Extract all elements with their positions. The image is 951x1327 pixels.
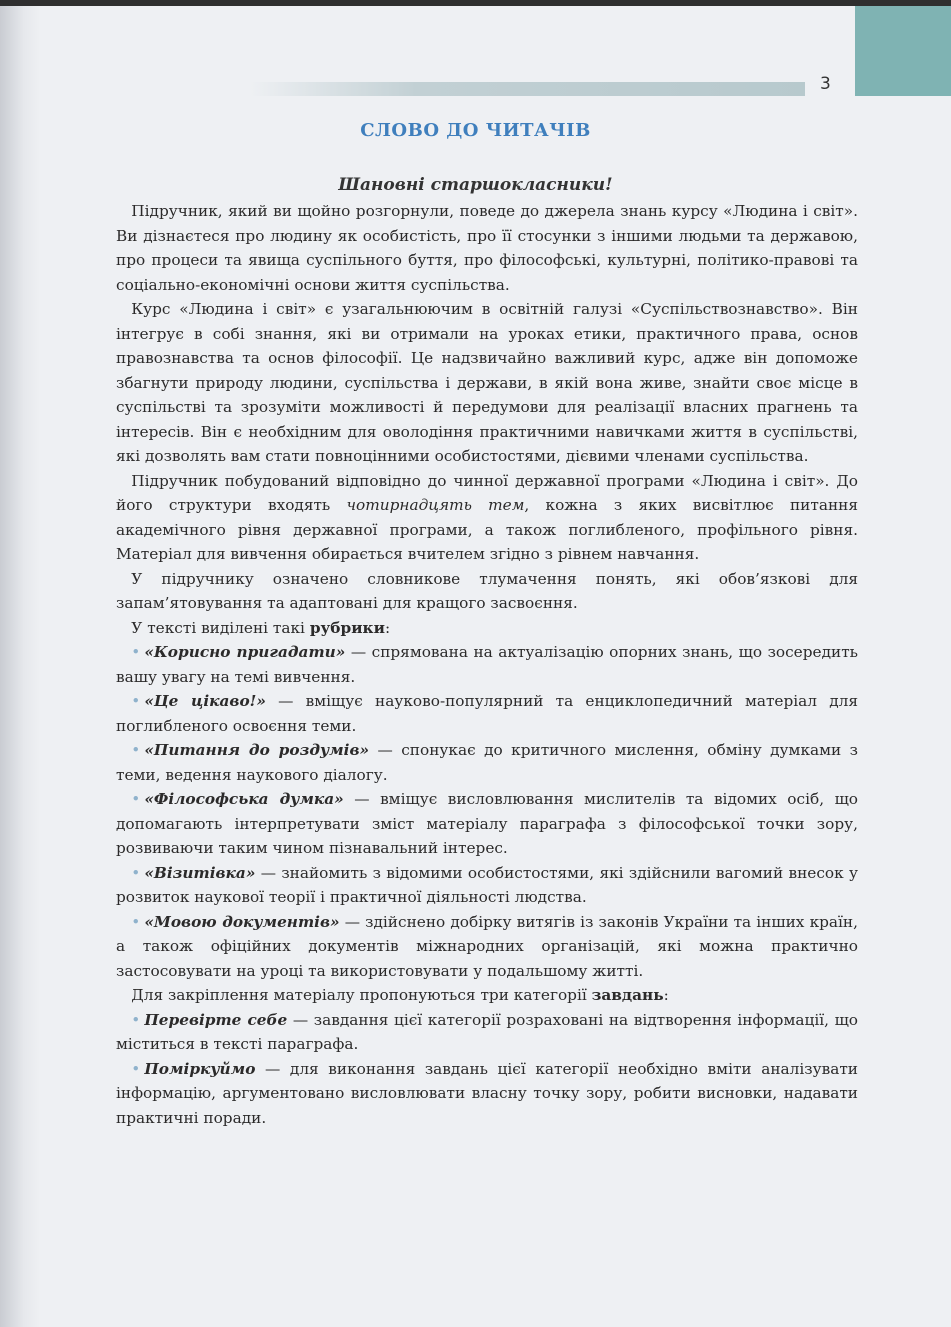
rubrics-intro: У тексті виділені такі рубрики:: [131, 618, 391, 637]
bullet-icon: •: [131, 643, 141, 661]
tasks-intro: Для закріплення матеріалу пропонуються три категорії завдань:: [131, 986, 669, 1004]
page-gutter-shadow: [0, 0, 40, 1327]
page-number: 3: [820, 74, 831, 94]
paragraph-1: Підручник, який ви щойно розгорнули, поведе до джерела знань курсу «Людина і світ». Ви дізнаєтеся про людину як особистість, про її стосунки з іншими людьми та державою, про процеси та явища суспільного буття, про філософські, культурні, політико-правові та соціально-економічні основи життя суспільства.: [116, 202, 858, 294]
rubric-item: • «Корисно пригадати» — спрямована на актуалізацію опорних знань, що зосередить вашу увагу на темі вивчення.: [116, 643, 858, 686]
task-item: • Поміркуймо — для виконання завдань цієї категорії необхідно вміти аналізувати інформацію, аргументовано висловлювати власну точку зору, робити висновки, надавати практичні поради.: [116, 1059, 858, 1127]
page-top-edge: [0, 0, 951, 6]
bullet-icon: •: [131, 912, 141, 931]
rubric-item: • «Візитівка» — знайомить з відомими особистостями, які здійснили вагомий внесок у розвиток наукової теорії і практичної діяльності людства.: [116, 863, 858, 906]
rubric-item: • «Мовою документів» — здійснено добірку витягів із законів України та інших країн, а також офіційних документів міжнародних організацій, які можна практично застосовувати на уроці та використовувати у подальшому житті.: [116, 912, 858, 980]
bullet-icon: •: [131, 741, 141, 759]
corner-tab: [855, 6, 951, 96]
bullet-icon: •: [131, 1059, 141, 1078]
paragraph-3: Підручник побудований відповідно до чинної державної програми «Людина і світ». До його структури входять чотирнадцять тем, кожна з яких висвітлює питання академічного рівня державної програми, а також поглибленого, профільного рівня. Матеріал для вивчення обирається вчителем згідно з рівнем навчання.: [116, 471, 858, 563]
main-text: [116, 199, 858, 1130]
salutation: Шановні старшокласники!: [338, 175, 613, 195]
rubric-item: • «Питання до роздумів» — спонукає до критичного мислення, обміну думками з теми, ведення наукового діалогу.: [116, 741, 858, 784]
page-title: СЛОВО ДО ЧИТАЧІВ: [360, 120, 591, 141]
header-bar: [250, 82, 805, 96]
rubric-item: • «Філософська думка» — вміщує висловлювання мислителів та відомих осіб, що допомагають інтерпретувати зміст матеріалу параграфа з філософської точки зору, розвиваючи таким чином пізнавальний інтерес.: [116, 790, 858, 857]
bullet-icon: •: [131, 790, 141, 808]
task-item: • Перевірте себе — завдання цієї категорії розраховані на відтворення інформації, що міститься в тексті параграфа.: [116, 1010, 858, 1053]
paragraph-4: У підручнику означено словникове тлумачення понять, які обов’язкові для запам’ятовування та адаптовані для кращого засвоєння.: [116, 569, 858, 612]
bullet-icon: •: [131, 692, 141, 710]
bullet-icon: •: [131, 1010, 141, 1029]
paragraph-2: Курс «Людина і світ» є узагальнюючим в освітній галузі «Суспільствознавство». Він інтегрує в собі знання, які ви отримали на уроках етики, практичного права, основ правознавства та основ філософії. Це надзвичайно важливий курс, адже він допоможе збагнути природу людини, суспільства і держави, в якій вона живе, знайти своє місце в суспільстві та зрозуміти можливості й передумови для реалізації власних прагнень та інтересів. Він є необхідним для оволодіння практичними навичками життя в суспільстві, які дозволять вам стати повноцінними особистостями, дієвими членами суспільства.: [116, 300, 858, 465]
rubric-item: • «Це цікаво!» — вміщує науково-популярний та енциклопедичний матеріал для поглибленого освоєння теми.: [116, 692, 858, 735]
bullet-icon: •: [131, 863, 141, 882]
